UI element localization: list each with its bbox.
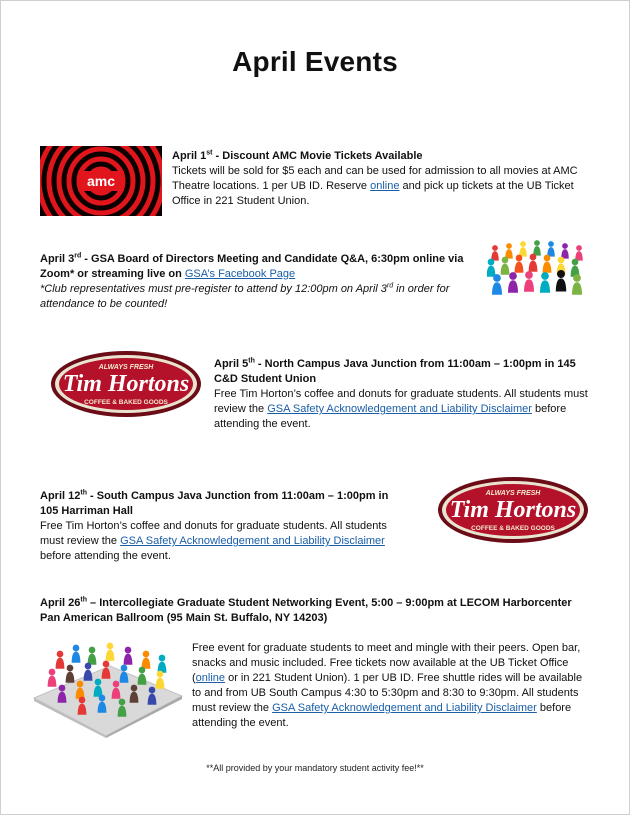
tim-logo-name: Tim Hortons — [449, 497, 577, 523]
event-heading: April 1st - Discount AMC Movie Tickets Available — [172, 149, 423, 162]
event-april-12 — [40, 489, 408, 564]
reserve-online-link[interactable]: online — [370, 180, 400, 192]
safety-disclaimer-link[interactable]: GSA Safety Acknowledgement and Liability Disclaimer — [272, 702, 537, 714]
event-april-5 — [214, 357, 589, 432]
gsa-facebook-link[interactable]: GSA’s Facebook Page — [184, 268, 296, 280]
event-description: Tickets will be sold for $5 each and can be used for admission to all movies at AMC Theatre locations. 1 per UB ID. Reserve online and pick up tickets at the UB Ticket Office in 221 Student Union. — [172, 165, 578, 207]
tim-hortons-logo — [437, 476, 589, 544]
safety-disclaimer-link[interactable]: GSA Safety Acknowledgement and Liability Disclaimer — [267, 403, 532, 415]
event-april-1 — [172, 149, 587, 209]
safety-disclaimer-link[interactable]: GSA Safety Acknowledgement and Liability Disclaimer — [120, 535, 385, 547]
event-heading: April 12th - South Campus Java Junction from 11:00am – 1:00pm in 105 Harriman Hall — [40, 489, 389, 517]
footer-note: **All provided by your mandatory student activity fee!** — [206, 763, 424, 773]
colorful-crowd-image — [487, 238, 587, 303]
event-heading: April 5th - North Campus Java Junction from 11:00am – 1:00pm in 145 C&D Student Union — [214, 357, 576, 385]
event-note: *Club representatives must pre-register to attend by 12:00pm on April 3rd in order for attendance to be counted! — [40, 282, 450, 310]
tim-logo-top-text: ALWAYS FRESH — [485, 490, 541, 497]
tim-logo-bottom-text: COFFEE & BAKED GOODS — [471, 525, 555, 532]
event-description: Free Tim Horton’s coffee and donuts for graduate students. All students must review the GSA Safety Acknowledgement and Liability Disclaimer before attending the event. — [214, 388, 588, 430]
tickets-online-link[interactable]: online — [195, 672, 226, 684]
page-title: April Events — [232, 46, 398, 77]
event-heading: April 3rd - GSA Board of Directors Meeting and Candidate Q&A, 6:30pm online via Zoom* or streaming live on GSA’s Facebook Page — [40, 252, 464, 280]
tim-logo-top-text: ALWAYS FRESH — [98, 364, 154, 371]
tim-logo-name: Tim Hortons — [62, 371, 190, 397]
networking-people-image — [32, 636, 184, 738]
event-april-26-heading — [40, 596, 590, 626]
amc-logo — [40, 146, 162, 216]
tim-logo-bottom-text: COFFEE & BAKED GOODS — [84, 399, 168, 406]
event-description: Free Tim Horton’s coffee and donuts for graduate students. All students must review the GSA Safety Acknowledgement and Liability Disclaimer before attending the event. — [40, 520, 387, 562]
event-april-3 — [40, 252, 470, 312]
event-april-26-description: Free event for graduate students to meet and mingle with their peers. Open bar, snacks and music included. Free tickets now available at the UB Ticket Office (online or in 221 Student Union). 1 per UB ID. Free shuttle rides will be available to and from UB South Campus 4:30 to 5:30pm and 8:30 to 9:30pm. All students must review the GSA Safety Acknowledgement and Liability Disclaimer before attending the event. — [192, 642, 583, 729]
amc-logo-text: amc — [86, 173, 116, 189]
tim-hortons-logo — [50, 350, 202, 418]
event-heading: April 26th – Intercollegiate Graduate Student Networking Event, 5:00 – 9:00pm at LECOM Harborcenter Pan American Ballroom (95 Main St. Buffalo, NY 14203) — [40, 596, 572, 624]
